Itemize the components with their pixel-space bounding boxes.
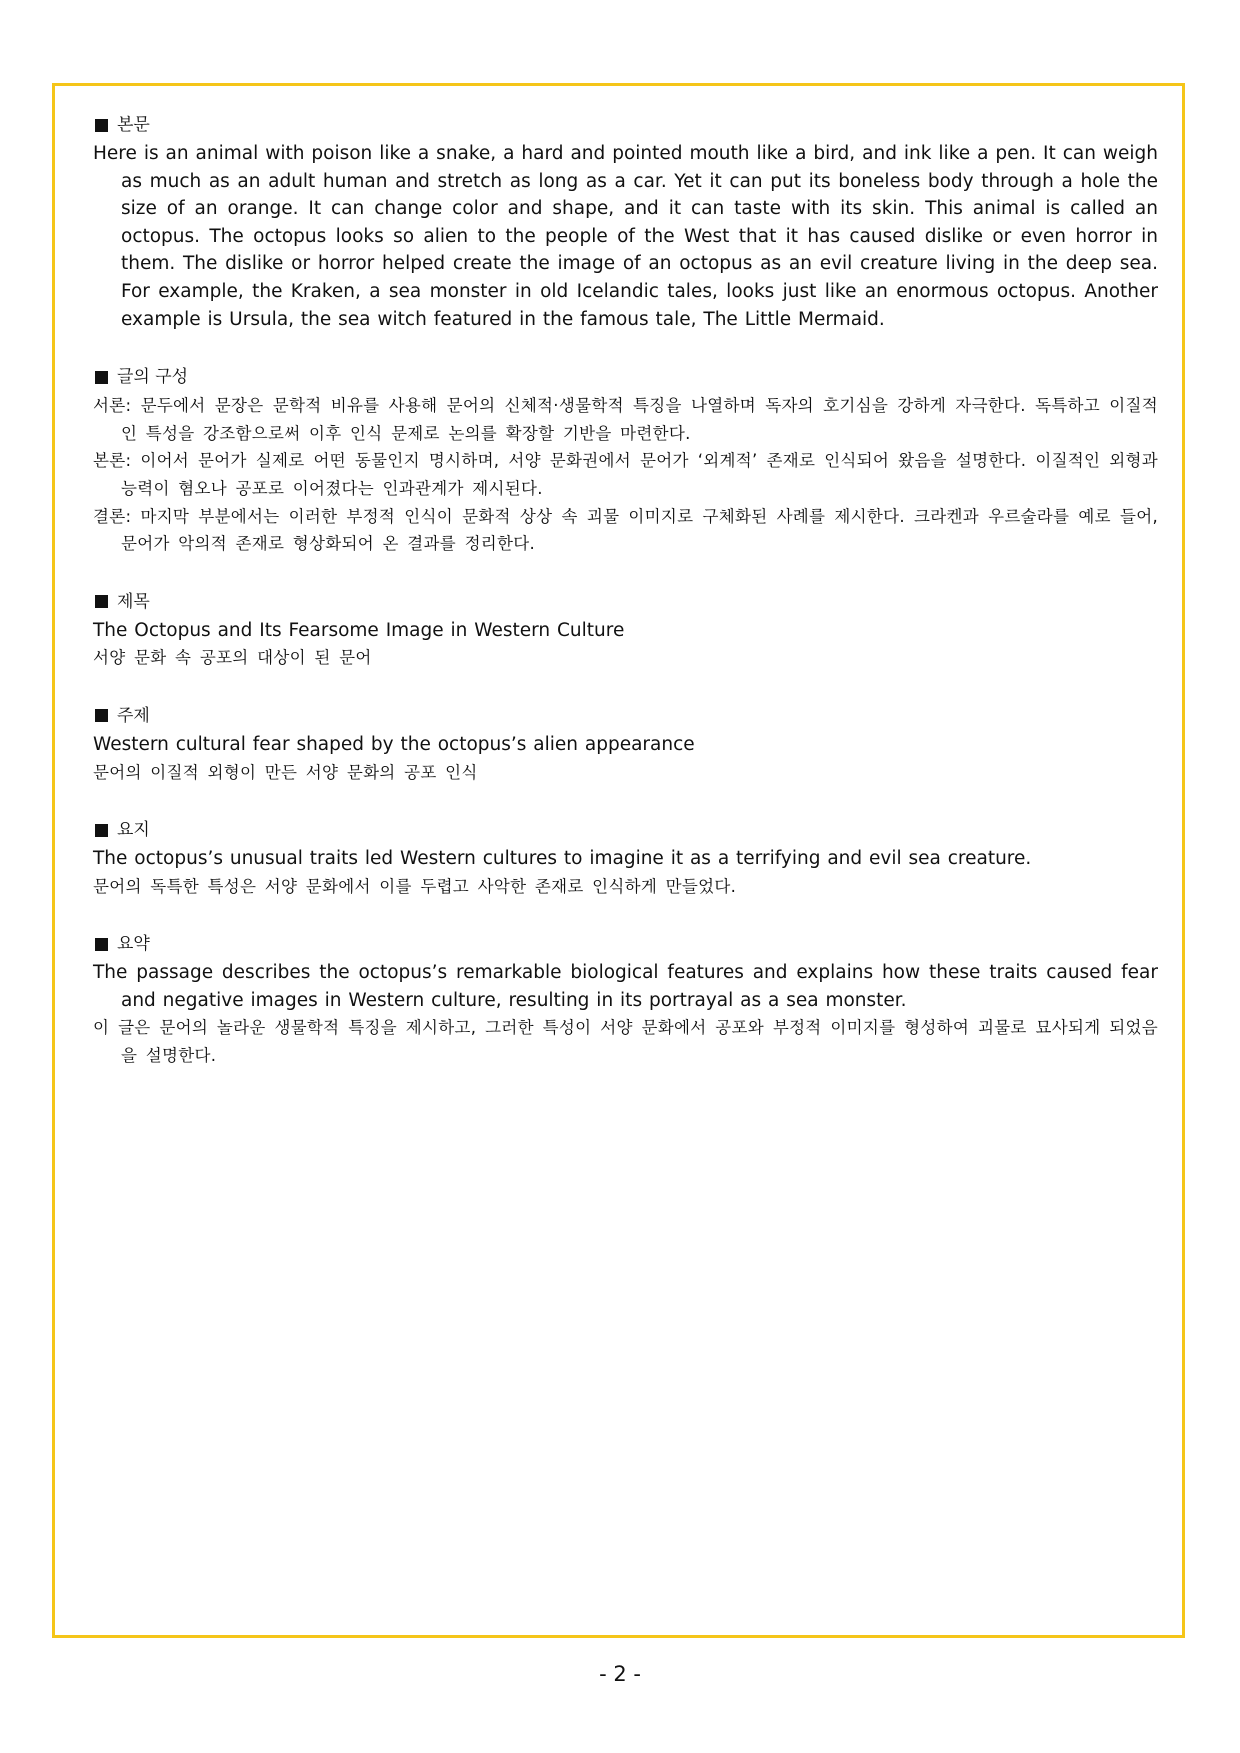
heading-label: 본문 [117,115,150,135]
structure-conclusion: 결론: 마지막 부분에서는 이러한 부정적 인식이 문화적 상상 속 괴물 이미지로 구체화된 사례를 제시한다. 크라켄과 우르술라를 예로 들어, 문어가 악의적 존재로 형상화되어 온 결과를 정리한다. [93,506,1158,554]
section-title [93,589,1158,672]
structure-main: 본론: 이어서 문어가 실제로 어떤 동물인지 명시하며, 서양 문화권에서 문어가 ‘외계적’ 존재로 인식되어 왔음을 설명한다. 이질적인 외형과 능력이 혐오나 공포로 이어졌다는 인과관계가 제시된다. [93,451,1158,498]
gist-korean: 문어의 독특한 특성은 서양 문화에서 이를 두렵고 사악한 존재로 인식하게 만들었다. [93,876,737,896]
section-heading [93,931,1158,957]
black-square-bullet-icon [95,824,108,837]
section-heading [93,817,1158,843]
black-square-bullet-icon [95,371,108,384]
summary-english: The passage describes the octopus’s remarkable biological features and explains how these traits caused fear and negative images in Western culture, resulting in its portrayal as a sea monster. [93,962,1158,1011]
section-heading [93,364,1158,390]
theme-korean: 문어의 이질적 외형이 만든 서양 문화의 공포 인식 [93,762,478,782]
heading-label: 요지 [117,820,150,841]
gist-english: The octopus’s unusual traits led Western cultures to imagine it as a terrifying and evil sea creature. [93,848,1032,870]
structure-intro: 서론: 문두에서 문장은 문학적 비유를 사용해 문어의 신체적·생물학적 특징을 나열하며 독자의 호기심을 강하게 자극한다. 독특하고 이질적인 특성을 강조함으로써 이후 인식 문제로 논의를 확장할 기반을 마련한다. [93,396,1158,443]
section-theme [93,703,1158,786]
section-heading [93,112,1158,138]
section-body [93,112,1158,333]
section-heading [93,703,1158,729]
section-gist [93,817,1158,900]
black-square-bullet-icon [95,709,108,722]
theme-english: Western cultural fear shaped by the octopus’s alien appearance [93,733,695,755]
heading-label: 글의 구성 [117,367,189,388]
title-english: The Octopus and Its Fearsome Image in Western Culture [93,619,625,641]
page-number: - 2 - [599,1662,641,1686]
black-square-bullet-icon [95,938,108,951]
document-content [93,112,1158,1101]
section-summary [93,931,1158,1069]
title-korean: 서양 문화 속 공포의 대상이 된 문어 [93,648,372,668]
heading-label: 주제 [117,705,150,726]
black-square-bullet-icon [95,119,108,132]
section-structure [93,364,1158,558]
heading-label: 요약 [117,934,150,955]
section-heading [93,589,1158,615]
passage-text: Here is an animal with poison like a snake, a hard and pointed mouth like a bird, and ink like a pen. It can weigh as much as an adult human and stretch as long as a car. Yet it can put its boneless body through a hole the size of an orange. It can change color and shape, and it can taste with its skin. This animal is called an octopus. The octopus looks so alien to the people of the West that it has caused dislike or even horror in them. The dislike or horror helped create the image of an octopus as an evil creature living in the deep sea. For example, the Kraken, a sea monster in old Icelandic tales, looks just like an enormous octopus. Another example is Ursula, the sea witch featured in the famous tale, The Little Mermaid. [93,143,1158,330]
summary-korean: 이 글은 문어의 놀라운 생물학적 특징을 제시하고, 그러한 특성이 서양 문화에서 공포와 부정적 이미지를 형성하여 괴물로 묘사되게 되었음을 설명한다. [93,1018,1158,1066]
heading-label: 제목 [117,591,150,612]
black-square-bullet-icon [95,595,108,608]
